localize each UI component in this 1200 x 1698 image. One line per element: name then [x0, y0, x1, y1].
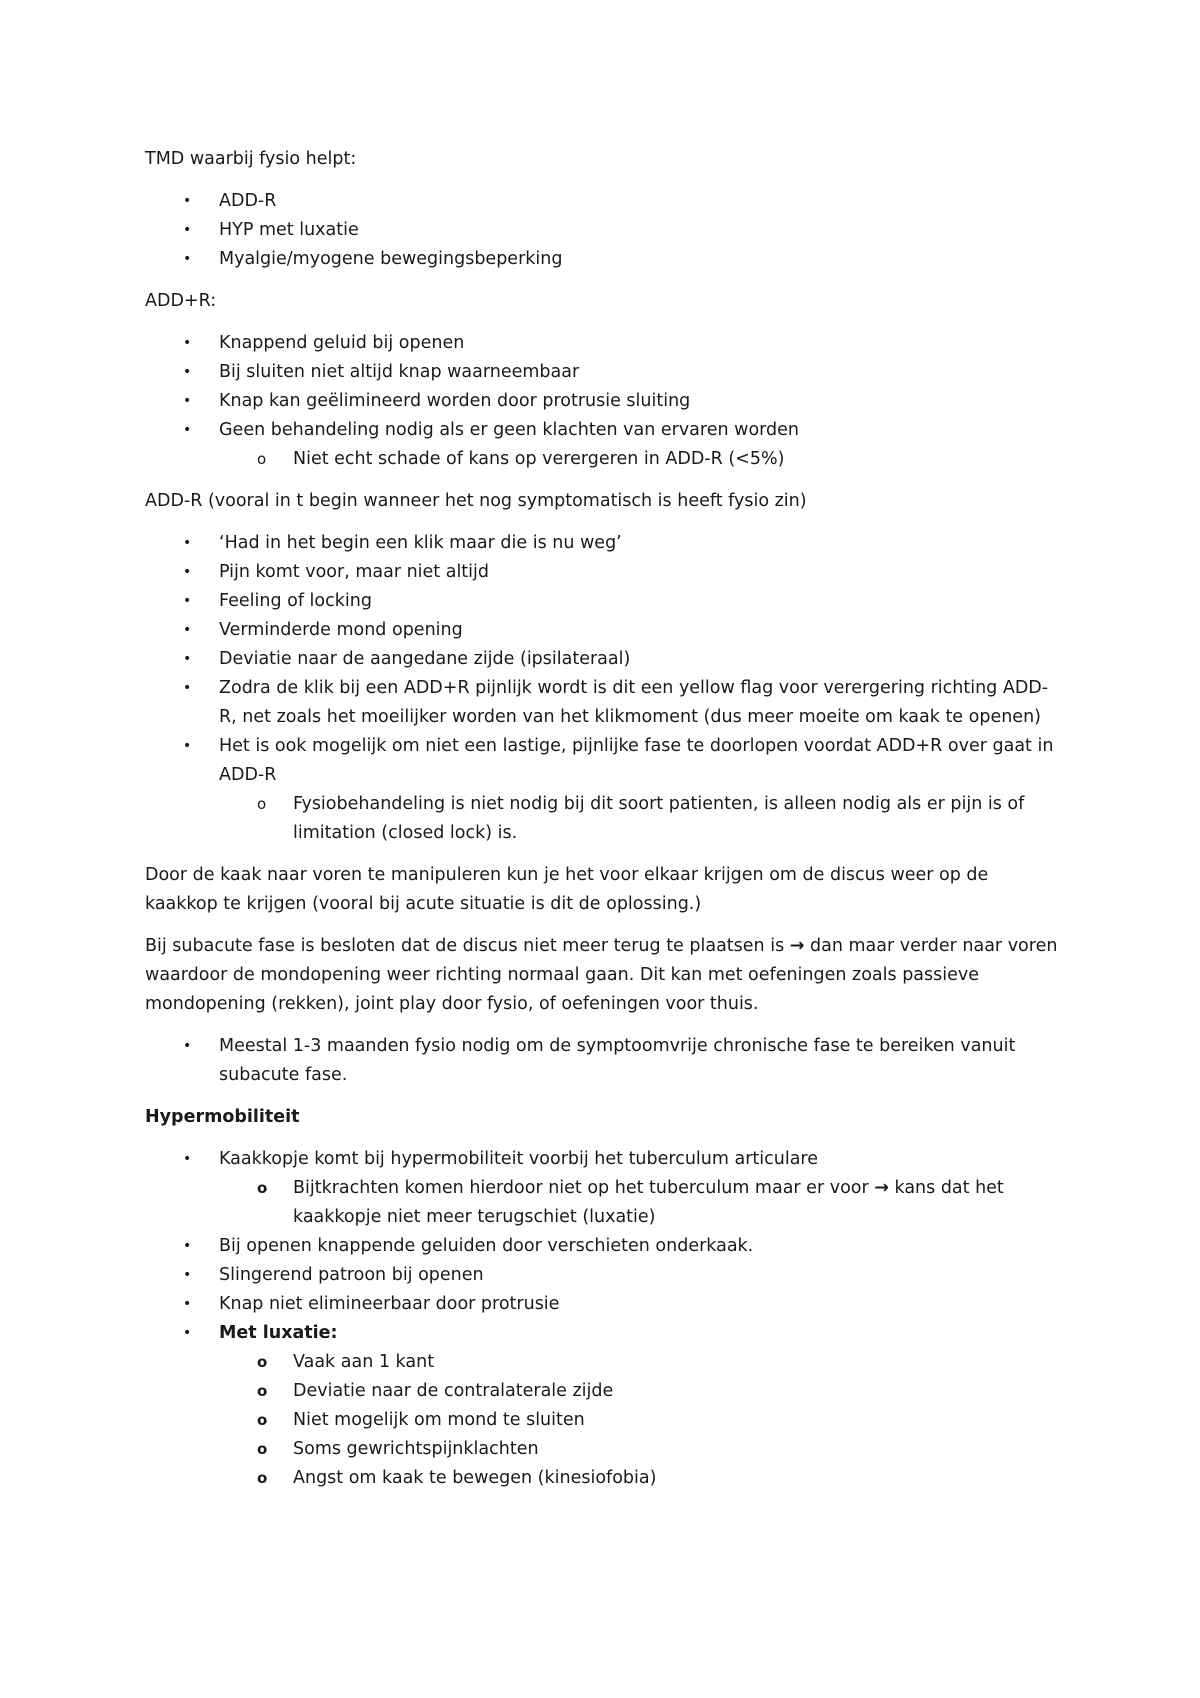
bullet-icon: • [183, 1267, 192, 1283]
bullet-icon: • [183, 564, 192, 580]
bullet-icon: • [183, 622, 192, 638]
sub-list-item: o Angst om kaak te bewegen (kinesiofobia) [219, 1464, 1065, 1493]
bullet-icon: • [183, 651, 192, 667]
list-item: • Myalgie/myogene bewegingsbeperking [145, 245, 1065, 274]
list-item: • Pijn komt voor, maar niet altijd [145, 558, 1065, 587]
bullet-icon: • [183, 364, 192, 380]
section-heading: ADD+R: [145, 291, 217, 311]
section-heading: ADD-R (vooral in t begin wanneer het nog symptomatisch is heeft fysio zin) [145, 491, 807, 511]
list-item: • Knap kan geëlimineerd worden door protrusie sluiting [145, 387, 1065, 416]
bullet-icon: • [183, 422, 192, 438]
luxatie-label: Met luxatie: [219, 1323, 338, 1343]
list-item: • HYP met luxatie [145, 216, 1065, 245]
list-item: • Knappend geluid bij openen [145, 329, 1065, 358]
bullet-icon: • [183, 222, 192, 238]
list-item [145, 1319, 1065, 1493]
sub-list-item: o Soms gewrichtspijnklachten [219, 1435, 1065, 1464]
sub-list [219, 1348, 1065, 1493]
sub-bullet-icon: o [257, 1440, 268, 1458]
bullet-icon: • [183, 593, 192, 609]
document-body [145, 145, 1065, 1506]
sub-bullet-icon: o [257, 1353, 268, 1371]
list-item: • Het is ook mogelijk om niet een lastige, pijnlijke fase te doorlopen voordat ADD+R over gaat in ADD-R o Fysiobehandeling is niet nodig bij dit soort patienten, is alleen nodig als er pijn is of limitation (closed lock) is. [145, 732, 1065, 848]
bullet-list [145, 1032, 1065, 1090]
list-item: • Geen behandeling nodig als er geen klachten van ervaren worden o Niet echt schade of kans op verergeren in ADD-R (<5%) [145, 416, 1065, 474]
bullet-icon: • [183, 535, 192, 551]
section-heading: Hypermobiliteit [145, 1107, 300, 1127]
sub-list-item: o Niet mogelijk om mond te sluiten [219, 1406, 1065, 1435]
bullet-icon: • [183, 1038, 192, 1054]
sub-bullet-icon: o [257, 1179, 268, 1197]
bullet-icon: • [183, 680, 192, 696]
bullet-icon: • [183, 193, 192, 209]
bullet-list [145, 529, 1065, 848]
bullet-list [145, 329, 1065, 474]
sub-list [219, 790, 1065, 848]
list-item: • Bij sluiten niet altijd knap waarneembaar [145, 358, 1065, 387]
paragraph: Door de kaak naar voren te manipuleren kun je het voor elkaar krijgen om de discus weer op de kaakkop te krijgen (vooral bij acute situatie is dit de oplossing.) [145, 865, 989, 914]
sub-bullet-icon: o [257, 1411, 268, 1429]
list-item: • Verminderde mond opening [145, 616, 1065, 645]
bullet-icon: • [183, 738, 192, 754]
sub-bullet-icon: o [257, 795, 267, 813]
bullet-icon: • [183, 393, 192, 409]
sub-list [219, 445, 1065, 474]
bullet-list [145, 187, 1065, 274]
paragraph: Bij subacute fase is besloten dat de discus niet meer terug te plaatsen is → dan maar verder naar voren waardoor de mondopening weer richting normaal gaan. Dit kan met oefeningen zoals passieve mondopening (rekken), joint play door fysio, of oefeningen voor thuis. [145, 936, 1058, 1014]
list-item: • Kaakkopje komt bij hypermobiliteit voorbij het tuberculum articulare o Bijtkrachten komen hierdoor niet op het tuberculum maar er voor → kans dat het kaakkopje niet meer terugschiet (luxatie) [145, 1145, 1065, 1232]
list-item: • Meestal 1-3 maanden fysio nodig om de symptoomvrije chronische fase te bereiken vanuit subacute fase. [145, 1032, 1065, 1090]
list-item: • Bij openen knappende geluiden door verschieten onderkaak. [145, 1232, 1065, 1261]
list-item: • Deviatie naar de aangedane zijde (ipsilateraal) [145, 645, 1065, 674]
bullet-icon: • [183, 1238, 192, 1254]
sub-list-item: o Bijtkrachten komen hierdoor niet op het tuberculum maar er voor → kans dat het kaakkopje niet meer terugschiet (luxatie) [219, 1174, 1065, 1232]
bullet-icon: • [183, 335, 192, 351]
bullet-icon: • [183, 1296, 192, 1312]
list-item: • ‘Had in het begin een klik maar die is nu weg’ [145, 529, 1065, 558]
list-item: • ADD-R [145, 187, 1065, 216]
bullet-icon: • [183, 1325, 192, 1341]
sub-list-item: o Fysiobehandeling is niet nodig bij dit soort patienten, is alleen nodig als er pijn is of limitation (closed lock) is. [219, 790, 1065, 848]
list-item: • Knap niet elimineerbaar door protrusie [145, 1290, 1065, 1319]
sub-bullet-icon: o [257, 1382, 268, 1400]
sub-list-item: o Niet echt schade of kans op verergeren in ADD-R (<5%) [219, 445, 1065, 474]
list-item: • Zodra de klik bij een ADD+R pijnlijk wordt is dit een yellow flag voor verergering richting ADD-R, net zoals het moeilijker worden van het klikmoment (dus meer moeite om kaak te openen) [145, 674, 1065, 732]
section-heading: TMD waarbij fysio helpt: [145, 149, 357, 169]
sub-bullet-icon: o [257, 450, 267, 468]
bullet-icon: • [183, 1151, 192, 1167]
sub-list-item: o Deviatie naar de contralaterale zijde [219, 1377, 1065, 1406]
arrow-right-icon: → [874, 1178, 889, 1198]
bullet-icon: • [183, 251, 192, 267]
bullet-list [145, 1145, 1065, 1493]
sub-list-item: o Vaak aan 1 kant [219, 1348, 1065, 1377]
sub-bullet-icon: o [257, 1469, 268, 1487]
list-item: • Feeling of locking [145, 587, 1065, 616]
arrow-right-icon: → [789, 936, 805, 956]
list-item: • Slingerend patroon bij openen [145, 1261, 1065, 1290]
sub-list [219, 1174, 1065, 1232]
